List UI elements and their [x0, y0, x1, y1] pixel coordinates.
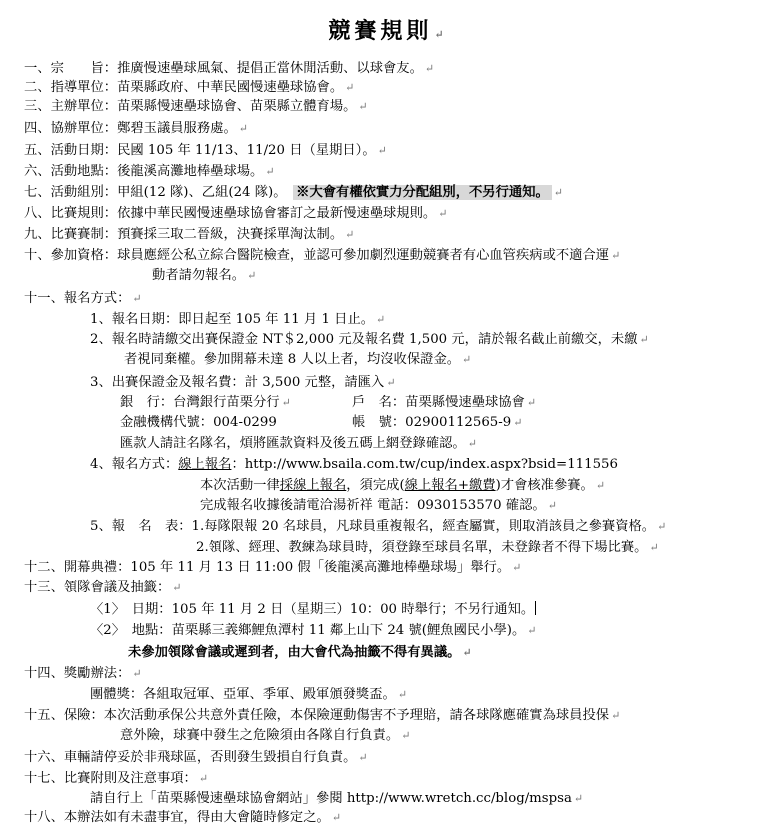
rule-venue: 六、活動地點：後龍溪高灘地棒壘球場。 ↵ — [24, 164, 275, 179]
paragraph-mark-icon: ↵ — [639, 333, 649, 346]
registration-form: 5、報 名 表：1.每隊限報 20 名球員，凡球員重複報名，經查屬實，則取消該員之參賽資格。 ↵ — [90, 519, 667, 534]
paragraph-mark-icon: ↵ — [657, 520, 667, 533]
paragraph-mark-icon: ↵ — [358, 751, 368, 764]
paragraph-mark-icon: ↵ — [132, 292, 142, 305]
paragraph-mark-icon: ↵ — [401, 729, 411, 742]
paragraph-mark-icon: ↵ — [376, 313, 386, 326]
document-title — [0, 14, 776, 45]
rule-awards: 十四、獎勵辦法： ↵ — [24, 666, 142, 681]
paragraph-mark-icon: ↵ — [526, 396, 537, 409]
meeting-note: 未參加領隊會議或遲到者，由大會代為抽籤不得有異議。 ↵ — [128, 645, 472, 660]
paragraph-mark-icon: ↵ — [434, 28, 448, 41]
rule-divisions: 七、活動組別：甲組(12 隊)、乙組(24 隊)。 ※大會有權依實力分配組別，不另行通知。 ↵ — [24, 185, 564, 200]
registration-url[interactable]: ：http://www.bsaila.com.tw/cup/index.aspx?bsid=111556 — [231, 457, 618, 472]
rule-eligibility: 十、參加資格：球員應經公私立綜合醫院檢查，並認可參加劇烈運動競賽者有心血管疾病或不適合運 ↵ — [24, 248, 621, 263]
rule-date: 五、活動日期：民國 105 年 11/13、11/20 日（星期日）。 ↵ — [24, 143, 387, 158]
remittance-note: 匯款人請註名隊名，煩將匯款資料及後五碼上網登錄確認。 ↵ — [120, 436, 477, 451]
rule-opening: 十二、開幕典禮：105 年 11 月 13 日 11:00 假「後龍溪高灘地棒壘球場」舉行。 ↵ — [24, 560, 522, 575]
rule-guidance-unit: 二、指導單位：苗栗縣政府、中華民國慢速壘球協會。 ↵ — [24, 80, 355, 95]
paragraph-mark-icon: ↵ — [467, 437, 477, 450]
paragraph-mark-icon: ↵ — [265, 165, 275, 178]
paragraph-mark-icon: ↵ — [345, 81, 355, 94]
divisions-note: ※大會有權依實力分配組別，不另行通知。 — [293, 185, 552, 200]
registration-form-cont: 2.領隊、經理、教練為球員時，須登錄至球員名單，未登錄者不得下場比賽。 ↵ — [196, 540, 659, 555]
paragraph-mark-icon: ↵ — [238, 122, 248, 135]
registration-deadline: 1、報名日期：即日起至 105 年 11 月 1 日止。 ↵ — [90, 312, 386, 327]
paragraph-mark-icon: ↵ — [247, 269, 257, 282]
rule-regulations: 八、比賽規則：依據中華民國慢速壘球協會審訂之最新慢速壘球規則。 ↵ — [24, 206, 448, 221]
paragraph-mark-icon: ↵ — [172, 581, 182, 594]
paragraph-mark-icon: ↵ — [358, 100, 368, 113]
paragraph-mark-icon: ↵ — [547, 499, 557, 512]
rule-insurance: 十五、保險：本次活動承保公共意外責任險，本保險運動傷害不予理賠，請各球隊應確實為球員投保 ↵ — [24, 708, 621, 723]
paragraph-mark-icon: ↵ — [611, 249, 621, 262]
account-name: 戶 名：苗栗縣慢速壘球協會 ↵ — [352, 395, 537, 410]
paragraph-mark-icon: ↵ — [512, 561, 522, 574]
registration-method-note: 本次活動一律採線上報名，須完成(線上報名+繳費)才會核准參賽。 ↵ — [200, 478, 606, 493]
rule-co-organizer: 四、協辦單位：鄭碧玉議員服務處。 ↵ — [24, 121, 248, 136]
paragraph-mark-icon: ↵ — [527, 624, 537, 637]
bank-code: 金融機構代號：004-0299 — [120, 415, 277, 430]
paragraph-mark-icon: ↵ — [386, 376, 396, 389]
rule-notes: 十七、比賽附則及注意事項： ↵ — [24, 771, 209, 786]
paragraph-mark-icon: ↵ — [198, 772, 209, 785]
online-registration-link[interactable]: 線上報名 — [178, 457, 232, 472]
paragraph-mark-icon: ↵ — [513, 416, 523, 429]
registration-confirm: 完成報名收據後請電洽湯祈祥 電話：0930153570 確認。 ↵ — [200, 498, 557, 513]
paragraph-mark-icon: ↵ — [595, 479, 606, 492]
rule-eligibility-cont: 動者請勿報名。 ↵ — [152, 268, 257, 283]
paragraph-mark-icon: ↵ — [438, 207, 448, 220]
paragraph-mark-icon: ↵ — [132, 667, 142, 680]
rule-registration: 十一、報名方式： ↵ — [24, 291, 142, 306]
paragraph-mark-icon: ↵ — [462, 353, 472, 366]
paragraph-mark-icon: ↵ — [649, 541, 659, 554]
title-text: 競賽規則 — [328, 18, 433, 44]
paragraph-mark-icon: ↵ — [553, 186, 564, 199]
registration-payment: 3、出賽保證金及報名費：計 3,500 元整，請匯入 ↵ — [90, 375, 396, 390]
paragraph-mark-icon: ↵ — [611, 709, 621, 722]
paragraph-mark-icon: ↵ — [345, 228, 355, 241]
text-cursor — [535, 601, 536, 615]
paragraph-mark-icon: ↵ — [281, 396, 291, 409]
paragraph-mark-icon: ↵ — [397, 688, 408, 701]
paragraph-mark-icon: ↵ — [331, 811, 342, 824]
rule-format: 九、比賽賽制：預賽採三取二晉級，決賽採單淘汰制。 ↵ — [24, 227, 355, 242]
registration-method: 4、報名方式：線上報名：http://www.bsaila.com.tw/cup/index.aspx?bsid=111556 — [90, 457, 618, 472]
rule-parking: 十六、車輛請停妥於非飛球區，否則發生毀損自行負責。 ↵ — [24, 750, 368, 765]
notes-website[interactable]: 請自行上「苗栗縣慢速壘球協會網站」參閱 http://www.wretch.cc/blog/mspsa ↵ — [90, 791, 584, 806]
rule-amendment: 十八、本辦法如有未盡事宜，得由大會隨時修定之。 ↵ — [24, 810, 342, 825]
awards-detail: 團體獎：各組取冠軍、亞軍、季軍、殿軍頒發獎盃。 ↵ — [90, 687, 408, 702]
paragraph-mark-icon: ↵ — [377, 144, 387, 157]
rule-meeting: 十三、領隊會議及抽籤： ↵ — [24, 580, 182, 595]
account-number: 帳 號：02900112565-9 ↵ — [352, 415, 523, 430]
paragraph-mark-icon: ↵ — [462, 646, 472, 659]
meeting-place: 〈2〉 地點：苗栗縣三義鄉鯉魚潭村 11 鄰上山下 24 號(鯉魚國民小學)。 ↵ — [90, 623, 537, 638]
rule-purpose: 一、宗 旨：推廣慢速壘球風氣、提倡正當休閒活動、以球會友。 ↵ — [24, 61, 435, 76]
paragraph-mark-icon: ↵ — [424, 62, 435, 75]
rule-organizer: 三、主辦單位：苗栗縣慢速壘球協會、苗栗縣立體育場。 ↵ — [24, 99, 368, 114]
registration-fees-cont: 者視同棄權。參加開幕未達 8 人以上者，均沒收保證金。 ↵ — [124, 352, 472, 367]
bank-name: 銀 行：台灣銀行苗栗分行 ↵ — [120, 395, 291, 410]
registration-fees: 2、報名時請繳交出賽保證金 NT＄2,000 元及報名費 1,500 元，請於報名截止前繳交，未繳 ↵ — [90, 332, 649, 347]
paragraph-mark-icon: ↵ — [573, 792, 584, 805]
rule-insurance-cont: 意外險，球賽中發生之危險須由各隊自行負責。 ↵ — [120, 728, 411, 743]
meeting-date: 〈1〉 日期：105 年 11 月 2 日（星期三）10：00 時舉行；不另行通知。 — [90, 602, 535, 617]
